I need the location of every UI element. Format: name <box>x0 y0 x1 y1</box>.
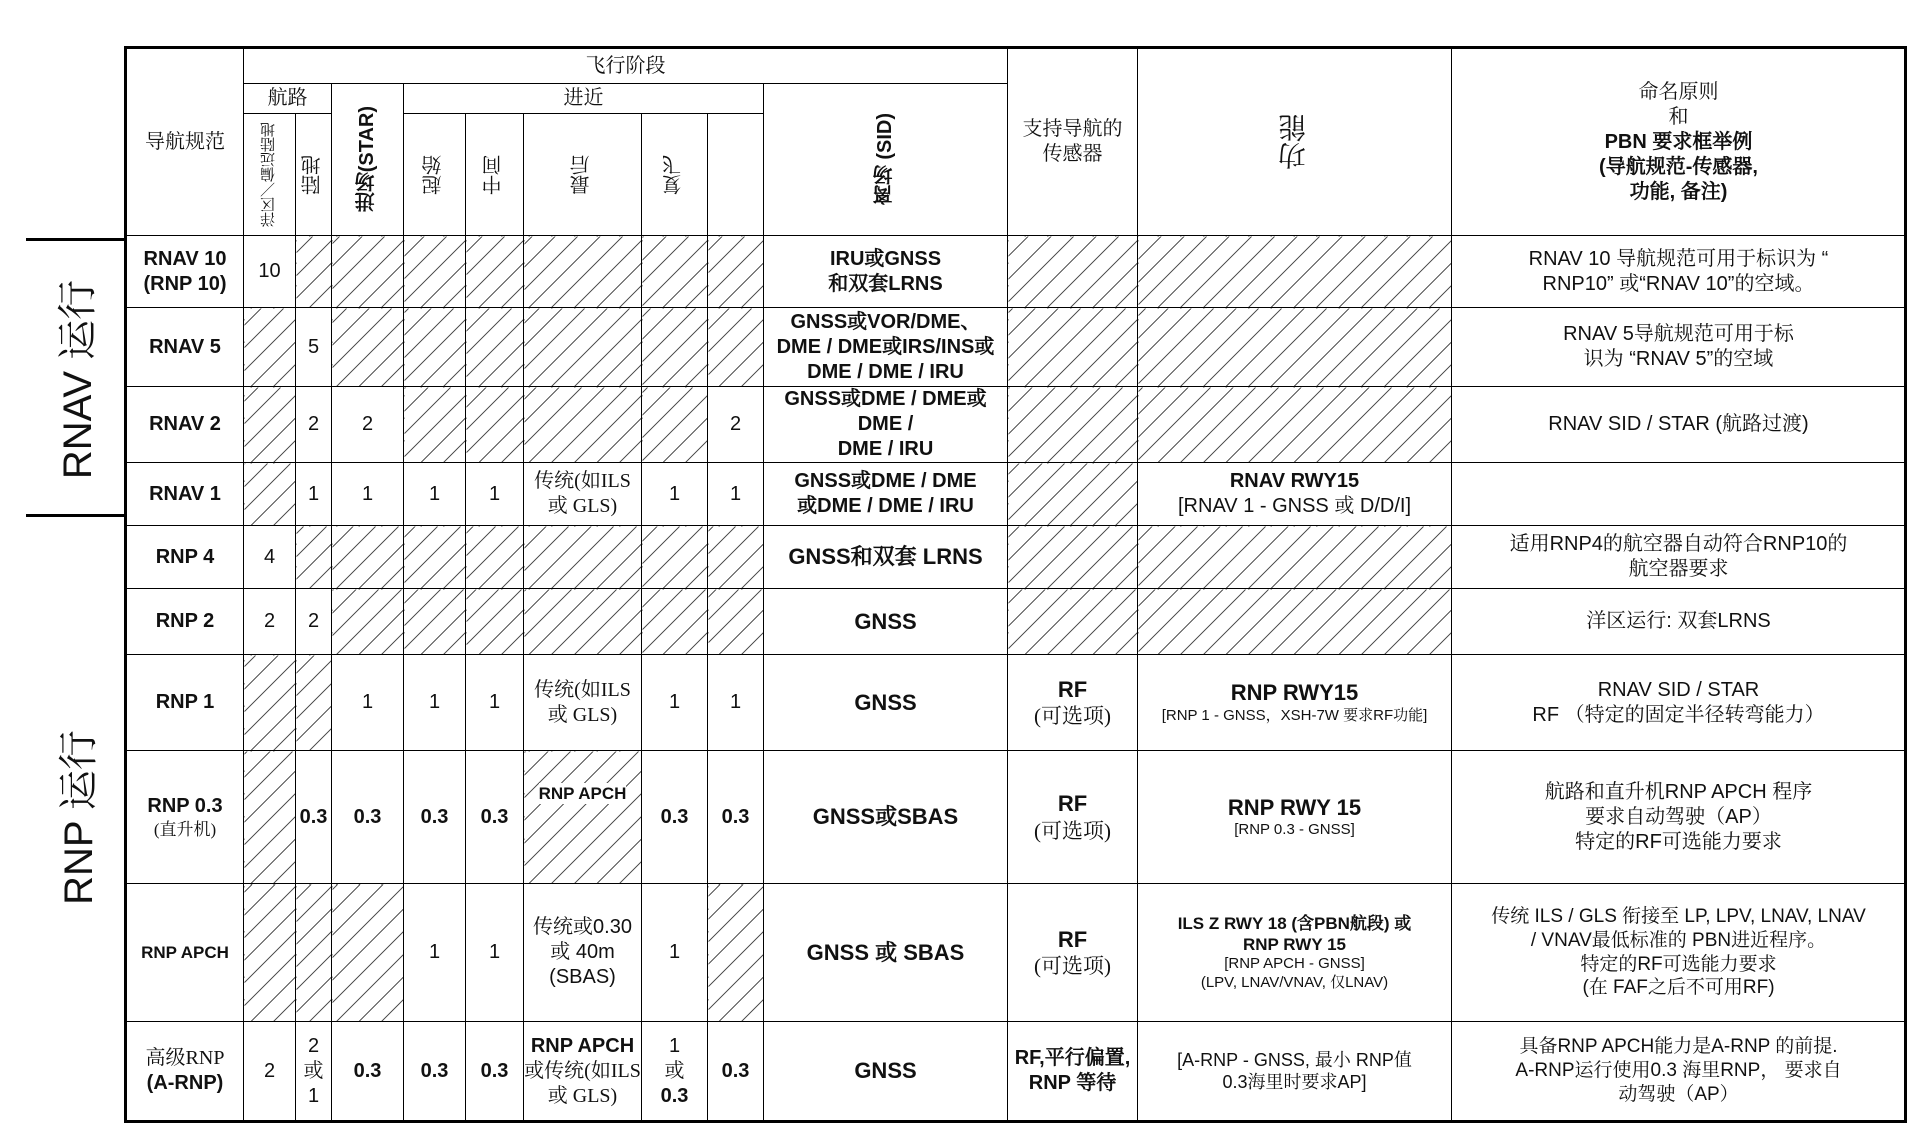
cell-oceanic-na <box>244 308 296 387</box>
cell-function <box>1008 655 1138 751</box>
final-line3: (SBAS) <box>549 966 616 988</box>
naming-line2: [RNP 1 - GNSS，XSH-7W 要求RF功能] <box>1161 706 1428 724</box>
function-line2: RNP 等待 <box>1028 1072 1117 1094</box>
header-naming <box>1452 48 1906 236</box>
cell-initial-na <box>404 589 466 655</box>
sensors-line2: DME / DME或IRS/INS或 <box>776 335 995 358</box>
final-line2: 或 GLS) <box>547 703 618 726</box>
table-row <box>126 655 1906 751</box>
header-continental <box>296 114 332 236</box>
cell-remark <box>1452 236 1906 308</box>
cell-intermediate: 1 <box>466 884 524 1022</box>
table-row <box>126 884 1906 1022</box>
cell-remark <box>1452 1022 1906 1122</box>
cell-oceanic-na <box>244 884 296 1022</box>
header-naming-line5: 功能, 备注) <box>1629 180 1728 203</box>
naming-line1: RNP RWY15 <box>1230 680 1359 706</box>
cell-sid: 1 <box>708 463 764 526</box>
sensors-line1: GNSS和双套 LRNS <box>788 544 983 570</box>
cell-final-na <box>524 526 642 589</box>
header-phase: 飞行阶段 <box>244 48 1008 84</box>
continental-line3: 1 <box>307 1084 320 1107</box>
header-missed <box>642 114 708 236</box>
cell-naming-na <box>1138 589 1452 655</box>
group-label-rnav-text: RNAV 运行 <box>56 279 101 479</box>
header-star <box>332 84 404 236</box>
remark-line3: 特定的RF可选能力要求 <box>1580 953 1777 975</box>
cell-naming <box>1138 655 1452 751</box>
missed-line2: 或 <box>664 1059 685 1082</box>
cell-initial: 1 <box>404 463 466 526</box>
cell-sensors <box>764 308 1008 387</box>
cell-star: 2 <box>332 387 404 463</box>
table-row <box>126 463 1906 526</box>
final-line1: RNP APCH <box>530 1034 635 1057</box>
sensors-line1: GNSS <box>854 689 917 715</box>
cell-final-na <box>524 308 642 387</box>
table-row <box>126 308 1906 387</box>
final-line2: 或传统(如ILS <box>524 1059 641 1082</box>
header-approach: 进近 <box>404 84 764 114</box>
function-line2: (可选项) <box>1034 954 1111 979</box>
cell-sensors <box>764 655 1008 751</box>
function-line1: RF,平行偏置, <box>1014 1047 1131 1069</box>
header-enroute: 航路 <box>244 84 332 114</box>
cell-naming-na <box>1138 526 1452 589</box>
cell-function <box>1008 751 1138 884</box>
table-row <box>126 751 1906 884</box>
header-naming-line4: (导航规范-传感器, <box>1599 155 1758 178</box>
cell-sensors <box>764 1022 1008 1122</box>
sensors-line1: GNSS或SBAS <box>812 804 959 830</box>
spec-name: RNP 0.3 <box>147 794 223 817</box>
spec-cell <box>126 463 244 526</box>
naming-line1: [A-RNP - GNSS, 最小 RNP值 <box>1177 1049 1412 1070</box>
final-line2: 或 GLS) <box>547 495 618 517</box>
header-initial <box>404 114 466 236</box>
cell-sid-na <box>708 308 764 387</box>
cell-oceanic-na <box>244 387 296 463</box>
spec-name-sub: (A-RNP) <box>146 1072 224 1094</box>
header-final <box>524 114 642 236</box>
remark-line1: RNAV 10 导航规范可用于标识为 “ <box>1528 247 1829 270</box>
cell-oceanic-na <box>244 463 296 526</box>
cell-final <box>524 655 642 751</box>
table-row <box>126 526 1906 589</box>
cell-missed-na <box>642 387 708 463</box>
cell-remark <box>1452 526 1906 589</box>
cell-naming-na <box>1138 236 1452 308</box>
naming-line2: [RNAV 1 - GNSS 或 D/D/I] <box>1178 495 1411 517</box>
sensors-line1: GNSS或DME / DME <box>794 470 977 492</box>
cell-remark <box>1452 884 1906 1022</box>
sensors-line3: DME / DME / IRU <box>807 360 964 383</box>
header-star-text: 进场(STAR) <box>356 106 378 213</box>
final-line1: 传统或0.30 <box>533 916 632 938</box>
remark-line3: 特定的RF可选能力要求 <box>1575 830 1782 853</box>
spec-name: 高级RNP <box>145 1047 225 1069</box>
cell-continental-na <box>296 655 332 751</box>
cell-missed-na <box>642 526 708 589</box>
cell-continental: 5 <box>296 308 332 387</box>
continental-line1: 2 <box>307 1034 320 1057</box>
cell-continental-na <box>296 526 332 589</box>
sensors-line2: DME / IRU <box>837 438 934 460</box>
cell-star: 1 <box>332 463 404 526</box>
naming-line4: (LPV, LNAV/VNAV, 仅LNAV) <box>1200 973 1389 991</box>
cell-naming <box>1138 1022 1452 1122</box>
cell-star-na <box>332 884 404 1022</box>
spec-name: RNAV 1 <box>149 482 221 505</box>
function-line2: (可选项) <box>1034 818 1111 843</box>
naming-line2: RNP RWY 15 <box>1243 934 1346 954</box>
spec-cell <box>126 308 244 387</box>
cell-sensors <box>764 236 1008 308</box>
cell-sensors <box>764 463 1008 526</box>
spec-cell <box>126 236 244 308</box>
table-row <box>126 1022 1906 1122</box>
header-final-text: 最后 <box>571 154 593 195</box>
cell-remark <box>1452 589 1906 655</box>
cell-final-na <box>524 236 642 308</box>
cell-sensors <box>764 751 1008 884</box>
final-line1: 传统(如ILS <box>534 470 631 492</box>
cell-star: 0.3 <box>332 1022 404 1122</box>
header-naming-line2: 和 <box>1668 105 1689 128</box>
cell-sensors <box>764 884 1008 1022</box>
cell-star: 1 <box>332 655 404 751</box>
cell-initial-na <box>404 526 466 589</box>
cell-remark <box>1452 751 1906 884</box>
remark-line1: 具备RNP APCH能力是A-RNP 的前提. <box>1519 1036 1838 1058</box>
spec-name: RNP 2 <box>155 610 215 632</box>
cell-sid: 2 <box>708 387 764 463</box>
header-spec: 导航规范 <box>126 48 244 236</box>
header-intermediate-text: 中间 <box>483 154 505 195</box>
cell-final-na <box>524 589 642 655</box>
missed-line3: 0.3 <box>660 1084 689 1107</box>
header-oceanic <box>244 114 296 236</box>
group-label-rnp <box>26 514 124 1117</box>
cell-naming <box>1138 463 1452 526</box>
cell-sid: 0.3 <box>708 1022 764 1122</box>
cell-function-na <box>1008 236 1138 308</box>
header-sid-text: 离场 (SID) <box>874 113 896 206</box>
remark-line2: RNP10” 或“RNAV 10”的空域。 <box>1542 272 1815 295</box>
cell-missed: 1 <box>642 655 708 751</box>
final-line3: 或 GLS) <box>547 1084 618 1107</box>
header-missed-text: 复飞 <box>663 154 685 195</box>
spec-name: RNP 1 <box>155 691 215 713</box>
cell-final <box>524 1022 642 1122</box>
sensors-line1: GNSS 或 SBAS <box>806 939 965 965</box>
cell-missed: 1 <box>642 884 708 1022</box>
cell-sid-na <box>708 236 764 308</box>
spec-cell <box>126 526 244 589</box>
cell-naming-na <box>1138 308 1452 387</box>
cell-intermediate: 1 <box>466 463 524 526</box>
cell-naming-na <box>1138 387 1452 463</box>
header-function <box>1138 48 1452 236</box>
function-line1: RF <box>1057 926 1088 952</box>
sensors-line1: GNSS <box>854 1058 917 1084</box>
cell-intermediate-na <box>466 589 524 655</box>
remark-line1: 适用RNP4的航空器自动符合RNP10的 <box>1509 533 1848 555</box>
table-row <box>126 589 1906 655</box>
cell-intermediate-na <box>466 236 524 308</box>
cell-intermediate-na <box>466 387 524 463</box>
header-sensors-line1: 支持导航的 <box>1022 118 1123 140</box>
sensors-line2: 或DME / DME / IRU <box>797 495 974 517</box>
cell-initial-na <box>404 308 466 387</box>
cell-remark <box>1452 655 1906 751</box>
cell-final <box>524 884 642 1022</box>
function-line2: (可选项) <box>1034 704 1111 729</box>
remark-line1: RNAV SID / STAR <box>1597 678 1760 701</box>
cell-function <box>1008 884 1138 1022</box>
cell-star-na <box>332 308 404 387</box>
cell-naming <box>1138 751 1452 884</box>
cell-function-na <box>1008 308 1138 387</box>
final-line1: RNP APCH <box>538 784 627 803</box>
naming-line3: [RNP APCH - GNSS] <box>1224 955 1365 972</box>
spec-name-sub: (直升机) <box>153 819 217 839</box>
cell-intermediate: 0.3 <box>466 751 524 884</box>
cell-initial: 1 <box>404 655 466 751</box>
cell-initial-na <box>404 236 466 308</box>
cell-star-na <box>332 589 404 655</box>
sensors-line2: 和双套LRNS <box>828 272 943 295</box>
cell-missed-na <box>642 589 708 655</box>
spec-name: RNAV 5 <box>149 335 221 358</box>
final-line2: 或 40m <box>550 941 615 963</box>
final-line1: 传统(如ILS <box>534 678 631 701</box>
cell-function-na <box>1008 589 1138 655</box>
cell-missed: 0.3 <box>642 751 708 884</box>
cell-missed <box>642 1022 708 1122</box>
remark-line2: RF （特定的固定半径转弯能力） <box>1532 703 1825 726</box>
cell-initial-na <box>404 387 466 463</box>
continental-line2: 或 <box>303 1059 324 1082</box>
remark-line2: 识为 “RNAV 5”的空域 <box>1583 348 1774 370</box>
spec-cell <box>126 655 244 751</box>
cell-initial: 0.3 <box>404 1022 466 1122</box>
cell-intermediate: 0.3 <box>466 1022 524 1122</box>
remark-line2: A-RNP运行使用0.3 海里RNP， 要求自 <box>1515 1060 1842 1082</box>
cell-oceanic: 10 <box>244 236 296 308</box>
remark-line1: 洋区运行: 双套LRNS <box>1586 610 1771 632</box>
sensors-line1: IRU或GNSS <box>829 247 942 270</box>
navigation-spec-table <box>124 46 1907 1123</box>
header-intermediate <box>466 114 524 236</box>
spec-name: RNP APCH <box>141 942 229 962</box>
cell-final <box>524 463 642 526</box>
remark-line1: 传统 ILS / GLS 衔接至 LP, LPV, LNAV, LNAV <box>1491 906 1866 927</box>
cell-sensors <box>764 526 1008 589</box>
spec-cell <box>126 387 244 463</box>
cell-continental <box>296 1022 332 1122</box>
function-line1: RF <box>1057 676 1088 702</box>
cell-missed-na <box>642 236 708 308</box>
cell-function-na <box>1008 387 1138 463</box>
cell-final-na <box>524 387 642 463</box>
cell-oceanic-na <box>244 655 296 751</box>
header-oceanic-text: 洋区／偏远陆地 <box>261 122 278 227</box>
cell-continental-na <box>296 236 332 308</box>
cell-continental: 0.3 <box>296 751 332 884</box>
cell-sid-na <box>708 589 764 655</box>
spec-cell <box>126 751 244 884</box>
cell-function-na <box>1008 526 1138 589</box>
spec-cell <box>126 589 244 655</box>
remark-line4: (在 FAF之后不可用RF) <box>1582 977 1775 999</box>
spec-name: RNAV 2 <box>149 413 221 435</box>
spec-name: RNP 4 <box>155 545 215 568</box>
cell-initial: 1 <box>404 884 466 1022</box>
cell-final <box>524 751 642 884</box>
naming-line1: RNP RWY 15 <box>1227 794 1362 820</box>
sensors-line1: GNSS或VOR/DME、 <box>790 310 981 333</box>
remark-line1: RNAV SID / STAR (航路过渡) <box>1548 413 1809 435</box>
cell-remark-empty <box>1452 463 1906 526</box>
cell-continental: 2 <box>296 387 332 463</box>
function-line1: RF <box>1057 791 1088 817</box>
header-sid <box>764 84 1008 236</box>
header-sensors <box>1008 48 1138 236</box>
cell-naming <box>1138 884 1452 1022</box>
group-label-rnp-text: RNP 运行 <box>56 729 101 905</box>
header-function-text: 功能 <box>1279 114 1310 170</box>
spec-name-sub: (RNP 10) <box>143 272 227 295</box>
naming-line2: [RNP 0.3 - GNSS] <box>1234 821 1355 839</box>
remark-line3: 动驾驶（AP） <box>1618 1083 1739 1105</box>
cell-sid: 0.3 <box>708 751 764 884</box>
naming-line2: 0.3海里时要求AP] <box>1222 1072 1367 1092</box>
remark-line2: / VNAV最低标准的 PBN进近程序。 <box>1530 929 1827 951</box>
remark-line2: 航空器要求 <box>1628 558 1729 580</box>
header-naming-line3: PBN 要求框举例 <box>1604 130 1753 153</box>
header-naming-line1: 命名原则 <box>1638 80 1719 103</box>
cell-function <box>1008 1022 1138 1122</box>
cell-oceanic: 4 <box>244 526 296 589</box>
cell-sid-na <box>708 884 764 1022</box>
naming-line1: RNAV RWY15 <box>1229 470 1360 492</box>
cell-sensors <box>764 589 1008 655</box>
cell-star: 0.3 <box>332 751 404 884</box>
table-row <box>126 236 1906 308</box>
sensors-line1: GNSS或DME / DME或DME / <box>784 388 987 435</box>
cell-initial: 0.3 <box>404 751 466 884</box>
cell-remark <box>1452 308 1906 387</box>
missed-line1: 1 <box>668 1034 681 1057</box>
cell-star-na <box>332 526 404 589</box>
remark-line1: 航路和直升机RNP APCH 程序 <box>1544 780 1813 803</box>
cell-continental-na <box>296 884 332 1022</box>
cell-sensors <box>764 387 1008 463</box>
group-label-rnav <box>26 238 124 517</box>
table-row <box>126 387 1906 463</box>
cell-intermediate: 1 <box>466 655 524 751</box>
cell-continental: 1 <box>296 463 332 526</box>
header-initial-text: 起始 <box>423 154 445 195</box>
cell-star-na <box>332 236 404 308</box>
cell-oceanic-na <box>244 751 296 884</box>
header-continental-text: 陆地 <box>302 154 324 195</box>
cell-oceanic: 2 <box>244 1022 296 1122</box>
sensors-line1: GNSS <box>854 608 917 634</box>
cell-remark <box>1452 387 1906 463</box>
cell-oceanic: 2 <box>244 589 296 655</box>
spec-cell <box>126 884 244 1022</box>
cell-missed: 1 <box>642 463 708 526</box>
cell-intermediate-na <box>466 526 524 589</box>
cell-function-na <box>1008 463 1138 526</box>
remark-line2: 要求自动驾驶（AP） <box>1585 805 1772 828</box>
remark-line1: RNAV 5导航规范可用于标 <box>1563 323 1794 345</box>
naming-line1: ILS Z RWY 18 (含PBN航段) 或 <box>1177 913 1412 933</box>
cell-continental: 2 <box>296 589 332 655</box>
cell-missed-na <box>642 308 708 387</box>
cell-sid: 1 <box>708 655 764 751</box>
cell-sid-na <box>708 526 764 589</box>
spec-name: RNAV 10 <box>143 247 227 270</box>
spec-cell <box>126 1022 244 1122</box>
cell-intermediate-na <box>466 308 524 387</box>
header-sensors-line2: 传感器 <box>1042 143 1103 165</box>
